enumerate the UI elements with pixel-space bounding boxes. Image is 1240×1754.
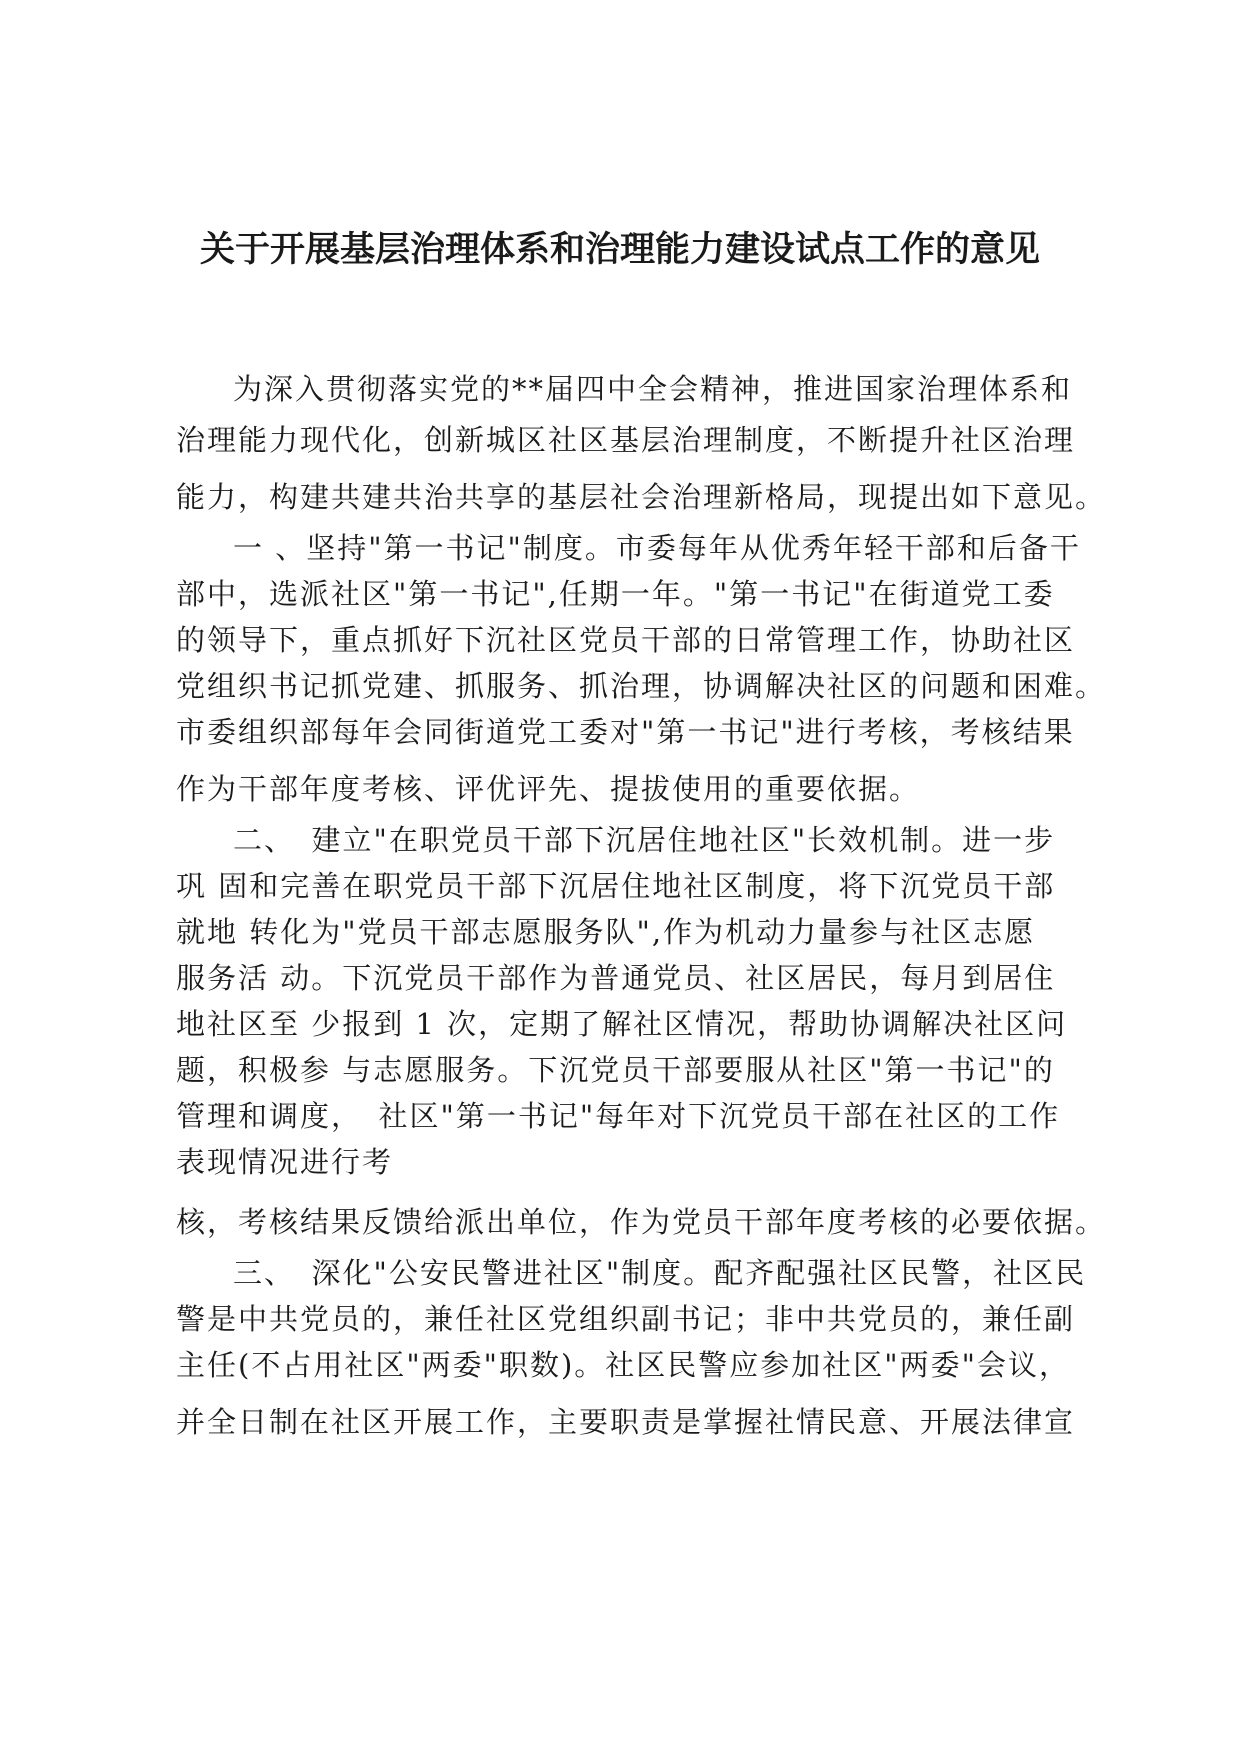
paragraph-line: 表现情况进行考: [176, 1145, 394, 1179]
paragraph-line: 管理和调度， 社区"第一书记"每年对下沉党员干部在社区的工作: [176, 1099, 1061, 1133]
paragraph-line: 部中，选派社区"第一书记",任期一年。"第一书记"在街道党工委: [176, 577, 1055, 611]
paragraph-line: 主任(不占用社区"两委"职数)。社区民警应参加社区"两委"会议，: [176, 1348, 1070, 1382]
paragraph-line: 三、 深化"公安民警进社区"制度。配齐配强社区民警，社区民: [233, 1256, 1087, 1290]
paragraph-line: 为深入贯彻落实党的**届四中全会精神，推进国家治理体系和: [233, 372, 1073, 406]
paragraph-line: 核，考核结果反馈给派出单位，作为党员干部年度考核的必要依据。: [176, 1205, 1107, 1239]
paragraph-line: 市委组织部每年会同街道党工委对"第一书记"进行考核，考核结果: [176, 715, 1075, 749]
paragraph-line: 党组织书记抓党建、抓服务、抓治理，协调解决社区的问题和困难。: [176, 669, 1107, 703]
paragraph-line: 警是中共党员的，兼任社区党组织副书记；非中共党员的，兼任副: [176, 1302, 1076, 1336]
paragraph-line: 就地 转化为"党员干部志愿服务队",作为机动力量参与社区志愿: [176, 915, 1036, 949]
paragraph-line: 二、 建立"在职党员干部下沉居住地社区"长效机制。进一步: [233, 823, 1056, 857]
paragraph-line: 的领导下，重点抓好下沉社区党员干部的日常管理工作，协助社区: [176, 623, 1076, 657]
paragraph-line: 能力，构建共建共治共享的基层社会治理新格局，现提出如下意见。: [176, 480, 1107, 514]
paragraph-line: 并全日制在社区开展工作，主要职责是掌握社情民意、开展法律宣: [176, 1405, 1076, 1439]
paragraph-line: 治理能力现代化，创新城区社区基层治理制度，不断提升社区治理: [176, 423, 1076, 457]
paragraph-line: 服务活 动。下沉党员干部作为普通党员、社区居民，每月到居住: [176, 961, 1056, 995]
paragraph-line: 作为干部年度考核、评优评先、提拔使用的重要依据。: [176, 772, 921, 806]
paragraph-line: 一 、坚持"第一书记"制度。市委每年从优秀年轻干部和后备干: [233, 531, 1081, 565]
paragraph-line: 地社区至 少报到 1 次，定期了解社区情况，帮助协调解决社区问: [176, 1007, 1068, 1041]
paragraph-line: 题，积极参 与志愿服务。下沉党员干部要服从社区"第一书记"的: [176, 1053, 1055, 1087]
paragraph-line: 巩 固和完善在职党员干部下沉居住地社区制度，将下沉党员干部: [176, 869, 1056, 903]
document-title: 关于开展基层治理体系和治理能力建设试点工作的意见: [199, 230, 1040, 270]
